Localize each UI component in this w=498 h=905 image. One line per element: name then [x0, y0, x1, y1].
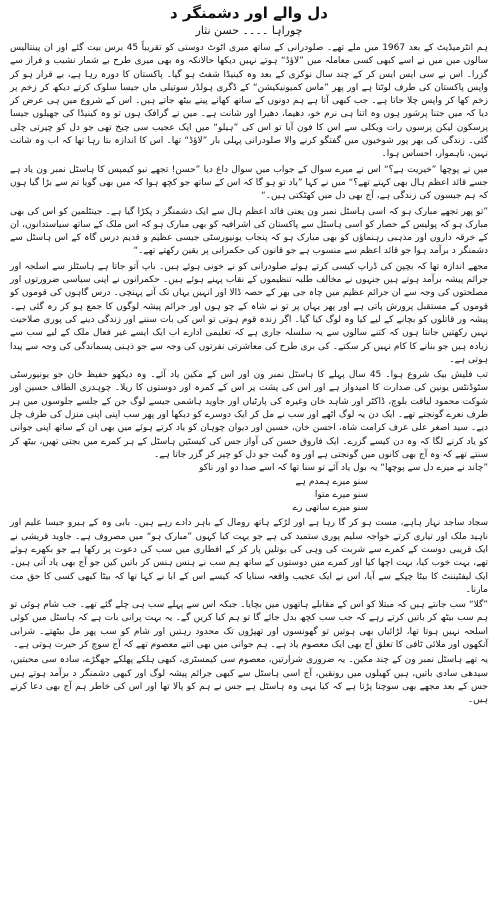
article-paragraph: ہم انٹرمیڈیٹ کے بعد 1967 میں ملے تھے۔ صلودرانی کے ساتھ میری اٹوٹ دوستی کو تقریباً 45 برس بیت گئے اور ان پینتالیس سالوں میں میں نے اسے کبھی کسی معاملہ میں ”لاؤڈ“ ہوتے نہیں دیکھا حالانکہ وہ بھی میری طرح بے شمار نشیب و فراز سے گزرا۔ اس نے سی ایس ایس کر کے چند سال نوکری کے بعد وہ کینیڈا شفٹ ہو گیا۔ پاکستان کا دورہ رہا ہے، بے قرار ہو کر واپس پاکستان کی طرف لوٹتا ہے اور پھر ”ماس کمیونیکیشن“ کے ڈگری ہولڈر سوتیلی ماں جیسا سلوک کرتے دیکھ کر زخم پر زخم کھا کر واپس چلا جاتا ہے۔ جب کبھی آتا ہے ہم دونوں کے ساتھ کھانے پینے بیٹھ جاتے ہیں۔ اس کے شروع میں ہی عرض کر دیا کہ میں جتنا پرشور ہوں وہ اتنا ہی نرم خو، دھیما، دھیرا اور شانت ہے۔ میں نے گرافک ہوں تو وہ کینیڈا کی جھیلوں جیسا پرسکون لیکن پرسوں رات ویکلی سے اس کا فون آیا تو اس کی ”ہیلو“ میں ایک عجیب سی چیخ تھی جو دل کو چیرتی چلی گئی۔ زندگی کی بھر پور شوخیوں میں گفتگو کرنے والا صلودرانی پہلی بار ”لاؤڈ“ تھا۔ اس کا اندازہ بتا رہا تھا کہ اب وہ شانت نہیں، ناہموار، احساس ہوا۔: [10, 43, 488, 160]
article-paragraph: ”تو پھر تجھے مبارک ہو کہ اسی ہاسٹل نمبر ون یعنی قائد اعظم ہال سے ایک دشمنگر د پکڑا گیا ہے۔ جینٹلمین کو اس کی بھی مبارک ہو کہ پولیس کے حصار کو اسی ہاسٹل سے پاکستان کی اشرافیہ کو بھی مبارک ہو کہ اس ملک کے ساتھ سیاستدانوں، ان کے خرقہ داروں اور مذہبی رہنماؤں کو بھی مبارک ہو کہ پنجاب یونیورسٹی جیسی عظیم و قدیم درس گاہ کے اس ہاسٹل سے دشمنگر د برآمد ہوا جو قائد اعظم سے منسوب ہے جو قانون کی حکمرانی پر یقین رکھتے تھے۔“: [10, 206, 488, 257]
article-paragraph: ”گلا“ سب جانتے ہیں کہ مبتلا کو اس کے مقابلے ہاتھوں میں بچایا۔ جبکہ اس سے پہلے سب ہی چلے گئے تھے۔ جب شام ہوئی تو ہم سب بیٹھ کر باتیں کرتے رہے کہ جب سب کچھ بدل جائے گا تو ہم کیا کریں گے۔ یہ بہت پرانی بات ہے کہ ہاسٹل میں کوئی اسلحہ نہیں ہوتا تھا، لڑائیاں بھی ہوتیں تو گھونسوں اور تھپڑوں تک محدود رہتیں اور شام کو سب پھر مل بیٹھتے۔ شرابی آنکھوں اور ملائی ٹافی کا تعلق آج بھی ایک معصوم یاد ہے۔ ہم جوانی میں بھی اتنے معصوم تھے کہ آج سوچ کر حیرت ہوتی ہے۔: [10, 600, 488, 651]
article-paragraph: مجھے اندازہ تھا کہ بچپن کی ڈراپ کیسی کرتے ہوئے صلودرانی کو نے خونی ہوئے ہیں۔ باپ آتو جاتا ہے ہاسٹلز سے اسلحہ اور جرائم پیشہ برآمد ہوتے ہیں جنہوں نے مخالف طلبہ تنظیموں کے نقاب پہنے ہوئے ہیں۔ حکمرانوں نے اپنی سیاسی ضرورتوں اور مصلحتوں کی وجہ سے ان جرائم عظیم میں چاہ جی بھر کے حصہ ڈالا اور انہیں یہاں تک آتے پہنچی۔ درس گاہوں کی قوموں کو قوموں کے مستقبل پرورش پاتی ہے اور پھر یہاں پر تو نے شاہ کے چو ہوں اور جرائم پیشہ لوگوں کا جمع ہو کر رہ گئی ہے۔ پیشہ ور قاتلوں کو بچانے کے لیے کیا وہ لوگ کیا گیا۔ اگر زندہ قوم ہوتی تو اس کی بات سننے اور زندگی دینے کی پوری صلاحیت نہیں رکھتیں جانتا ہوں کہ کتنے سالوں سے یہ سلسلہ جاری ہے کہ تعلیمی ادارے اب ایک ایسے غیر فعال ملک کے لیے سب سے زیادہ ہیں جو بنانے کا کام نہیں کر سکتے۔ کی بری طرح کی معاشرتی نفرتوں کی وجہ سے جو ذہنی پسماندگی کی وجہ سے پیدا ہوتی ہے۔: [10, 261, 488, 365]
poem-line: سنو میرے ساتھی رے: [292, 503, 368, 514]
article-paragraph: تب فلیش بیک شروع ہوا۔ 45 سال پہلے کا ہاسٹل نمبر ون اور اس کے مکین یاد آئے۔ وہ دیکھو حفیظ خان جو یونیورسٹی سٹوڈنٹس یونین کی صدارت کا امیدوار ہے اور اس کی پشت پر اس کے کمرہ اور دوستوں کا ریلا۔ چوہدری الطاف حسین اور شوکت محمود لیاقت بلوچ، ڈاکٹر اور شاہد خان وغیرہ کی پارٹیاں اور جاوید ہاشمی جیسے لوگ جن کے جلسے جلوسوں میں ہر طرف نعرے گونجتے تھے۔ ایک دن یہ لوگ اٹھے اور سب نے مل کر ایک دوسرے کو دیکھا اور پھر سب اپنی اپنی منزل کی طرف چل دیے۔ سید اصغر علی عرف کرامت شاہ، احسن خان، حسین اور دیوان چوہان کو یاد کرتے ہوئے میں بھی ان کے ساتھ اپنی جوانی کو یاد کرنے لگا کہ وہ دن کیسے گزرے۔ ایک فاروق حسن کی آواز جس کی کیسٹیں ہاسٹل کے ہر کمرے میں بجتی تھیں، بیٹھ کر سنتے تھے کہ وہ آج بھی کانوں میں گونجتی ہے اور وہ گیت جو دل کو چیر کر گزر جاتا ہے۔: [10, 370, 488, 460]
article-paragraph: سجاد ساجد نہار ہاہے، مست ہو کر گا رہا ہے اور لڑکے ہاتھ رومال کے باہر دادے رہے ہیں۔ بابی وہ کے ہیرو جیسا علیم اور ناہید ملک اور تیاری کرتے خواجہ سلیم پوری ستمید کی ہے جو بہت کیا کہوں ”مبارک ہو“ میں مصروف ہے۔ جاوید قریشی نے ایک قریبی دوست کے کمرے سے شربت کی وہی کی بوتلیں پار کر کے افطاری میں سب کی دعوت پر رکھا ہے جو بکھرے ہوئے تھے، بہت خوب کیا، بہت اچھا کیا اور کمرے میں دوستوں کے ساتھ ہم سب نے ہنس ہنس کر باتیں کیں جو آج بھی یاد آتی ہیں۔ ایک لیفٹیننٹ کا بیٹا چپکے سے آیا، اس نے ایک عجیب واقعہ سنایا کہ کیسے اس کے ابا نے کہا تھا کہ بیٹا کبھی کسی کا حق مت مارنا۔: [10, 518, 488, 595]
article-paragraph: میں نے پوچھا ”خیریت ہے؟“ اس نے میرے سوال کے جواب میں سوال داغ دیا ”حسن! تجھے نیو کیمپس کا ہاسٹل نمبر ون یاد ہے جسے قائد اعظم ہال بھی کہتے تھے؟“ میں نے کہا ”یاد تو ہو گا کہ اس کے ساتھ جو کچھ ہوا کہ میں بھی گویا تم سے بڑا گیا ہوں کہ ہم جیسوں کی زندگی ہے، آج بھی دل میں کھٹکتی ہیں۔“: [10, 164, 488, 202]
article-paragraph: یہ تھے ہاسٹل نمبر ون کے چند مکین۔ یہ ضروری شرارتیں، معصوم سی کیمسٹری، کبھی ہلکے پھلکے جھگڑے، سادہ سی محبتیں، سیدھی سادی باتیں، ہیں کھیلوں میں رونقیں، آج اسی ہاسٹل سے کبھی جرائم پیشہ لوگ اور کبھی دشمنگر د برآمد ہوتے ہیں جس کے بعد مجھے بھی سوچنا پڑتا ہے کہ کیا یہی وہ ہاسٹل ہے جس نے ہم کو پالا تھا اور اس کی خاطر ہم آج بھی دعا کرتے ہیں۔: [10, 655, 488, 706]
article-title: دل والے اور دشمنگر د: [170, 4, 328, 22]
article-byline: چوراہا ۔۔۔۔ حسن نثار: [195, 24, 303, 37]
poem-line: سنو میرے ہمدم ہے: [295, 476, 368, 487]
article-paragraph: ”چاند نے میرے دل سے پوچھا“ یہ بول یاد آئے تو سنا تھا کہ اسے صدا دو اور ناکو: [199, 463, 488, 474]
poem-line: سنو میرے متوا: [314, 489, 368, 500]
